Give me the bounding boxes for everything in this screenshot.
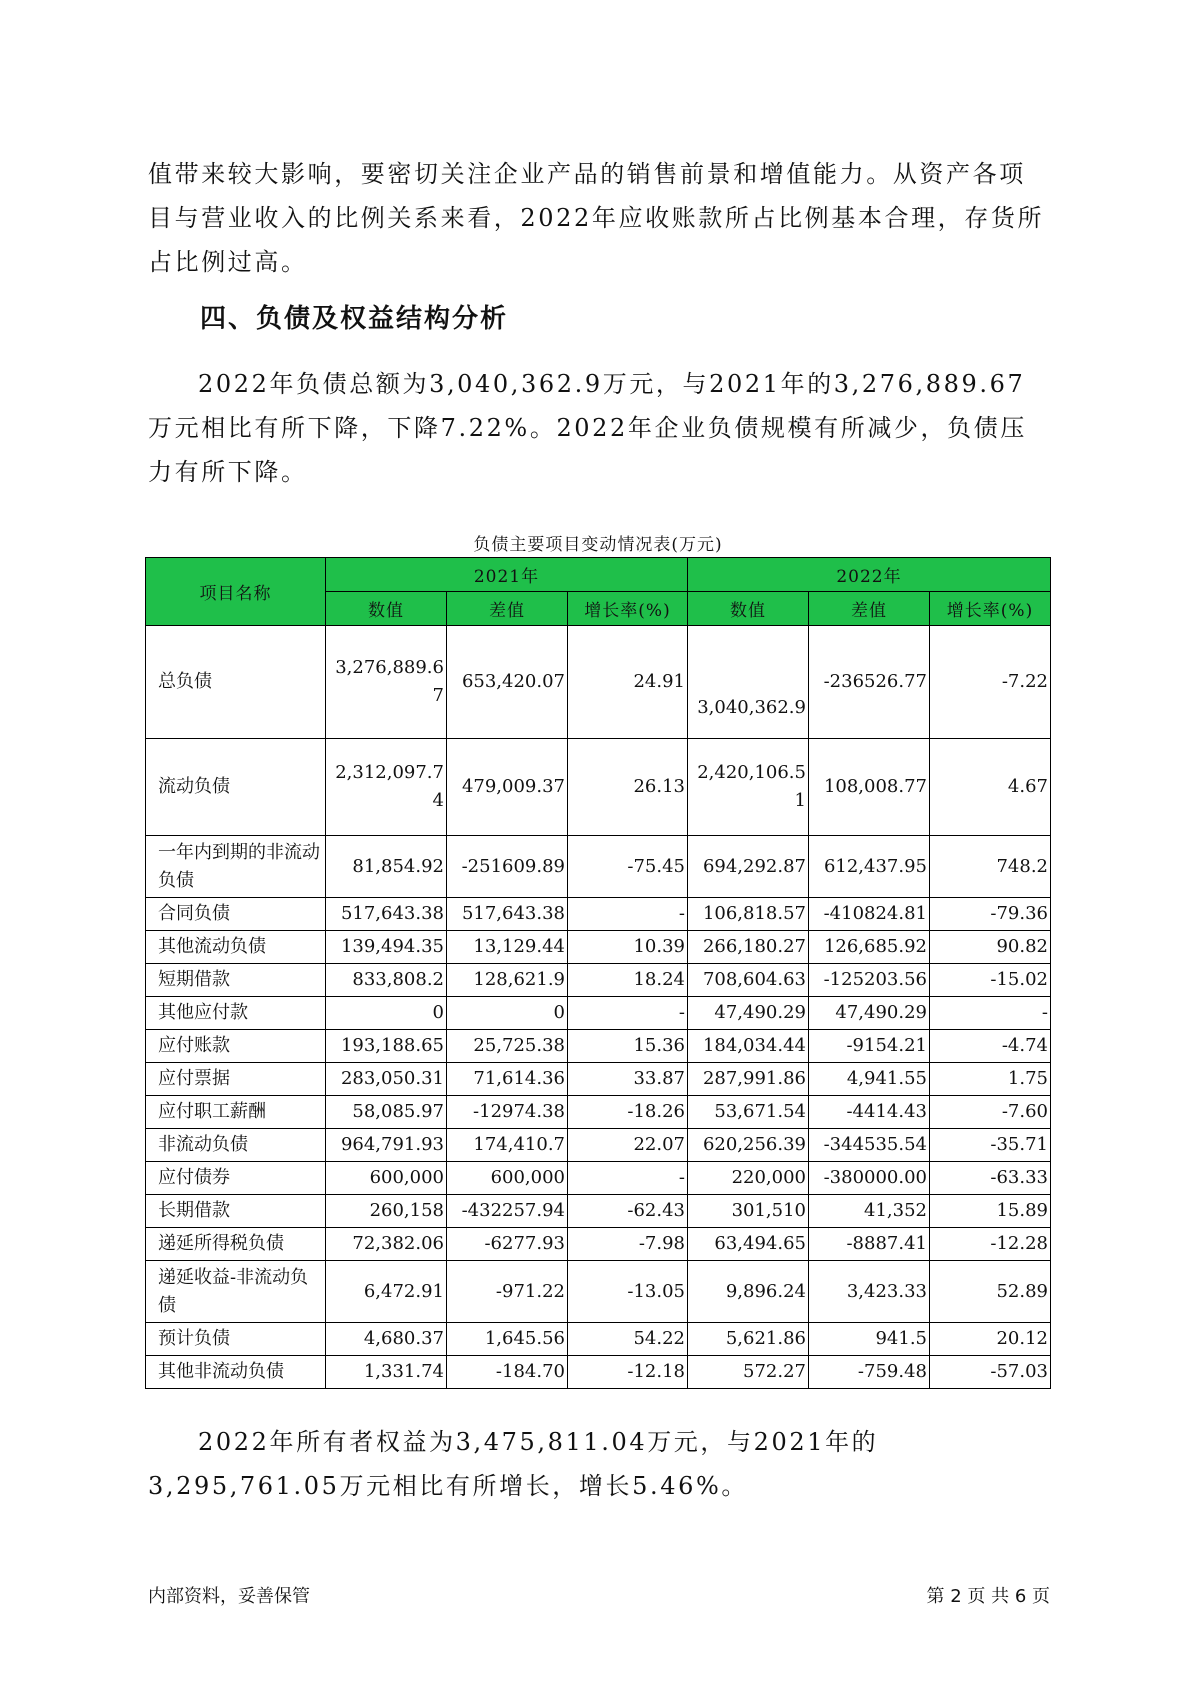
cell-diff-2021: 25,725.38: [447, 1030, 568, 1063]
cell-diff-2021: 479,009.37: [447, 739, 568, 836]
row-name: 应付票据: [146, 1063, 326, 1096]
row-name: 其他流动负债: [146, 931, 326, 964]
cell-growth-2022: -12.28: [930, 1228, 1051, 1261]
cell-growth-2022: 20.12: [930, 1323, 1051, 1356]
cell-value-2022: 301,510: [688, 1195, 809, 1228]
subheader-growth-2021: 增长率(%): [568, 592, 688, 626]
cell-value-2022: 708,604.63: [688, 964, 809, 997]
cell-diff-2022: 3,423.33: [809, 1261, 930, 1323]
header-year-2021: 2021年: [326, 558, 688, 592]
cell-diff-2021: 128,621.9: [447, 964, 568, 997]
cell-diff-2022: 108,008.77: [809, 739, 930, 836]
cell-value-2022: 9,896.24: [688, 1261, 809, 1323]
cell-value-2021: 283,050.31: [326, 1063, 447, 1096]
row-name: 长期借款: [146, 1195, 326, 1228]
cell-diff-2022: -9154.21: [809, 1030, 930, 1063]
row-name: 非流动负债: [146, 1129, 326, 1162]
subheader-diff-2021: 差值: [447, 592, 568, 626]
cell-growth-2022: 90.82: [930, 931, 1051, 964]
table-row: [146, 626, 1051, 739]
table-row: [146, 739, 1051, 836]
cell-growth-2022: 4.67: [930, 739, 1051, 836]
cell-diff-2021: -6277.93: [447, 1228, 568, 1261]
cell-growth-2022: -4.74: [930, 1030, 1051, 1063]
row-name: 短期借款: [146, 964, 326, 997]
table-row: [146, 1356, 1051, 1389]
cell-growth-2022: 748.2: [930, 836, 1051, 898]
cell-diff-2022: -4414.43: [809, 1096, 930, 1129]
equity-summary-paragraph: 2022年所有者权益为3,475,811.04万元，与2021年的3,295,761.05万元相比有所增长，增长5.46%。: [148, 1428, 879, 1500]
cell-diff-2022: -759.48: [809, 1356, 930, 1389]
cell-diff-2022: -236526.77: [809, 626, 930, 739]
section-heading: 四、负债及权益结构分析: [200, 304, 509, 334]
cell-value-2022: 266,180.27: [688, 931, 809, 964]
cell-diff-2021: -251609.89: [447, 836, 568, 898]
cell-diff-2021: 71,614.36: [447, 1063, 568, 1096]
row-name: 递延收益-非流动负债: [146, 1261, 326, 1323]
cell-growth-2022: 52.89: [930, 1261, 1051, 1323]
cell-diff-2021: -184.70: [447, 1356, 568, 1389]
liability-table: [145, 557, 1051, 1389]
cell-growth-2021: -: [568, 997, 688, 1030]
intro-paragraph: 值带来较大影响，要密切关注企业产品的销售前景和增值能力。从资产各项目与营业收入的比例关系来看，2022年应收账款所占比例基本合理，存货所占比例过高。: [148, 160, 1045, 276]
cell-diff-2022: 941.5: [809, 1323, 930, 1356]
row-name: 递延所得税负债: [146, 1228, 326, 1261]
cell-value-2022: 184,034.44: [688, 1030, 809, 1063]
cell-growth-2021: 15.36: [568, 1030, 688, 1063]
cell-value-2022: 5,621.86: [688, 1323, 809, 1356]
cell-growth-2021: -12.18: [568, 1356, 688, 1389]
cell-diff-2021: 0: [447, 997, 568, 1030]
cell-growth-2021: 54.22: [568, 1323, 688, 1356]
row-name: 应付债券: [146, 1162, 326, 1195]
cell-value-2022: 53,671.54: [688, 1096, 809, 1129]
cell-value-2021: 6,472.91: [326, 1261, 447, 1323]
cell-diff-2022: 612,437.95: [809, 836, 930, 898]
row-name: 预计负债: [146, 1323, 326, 1356]
table-row: [146, 1228, 1051, 1261]
cell-growth-2021: -75.45: [568, 836, 688, 898]
row-name: 其他非流动负债: [146, 1356, 326, 1389]
cell-diff-2021: -432257.94: [447, 1195, 568, 1228]
table-row: [146, 931, 1051, 964]
cell-value-2021: 58,085.97: [326, 1096, 447, 1129]
cell-growth-2022: -57.03: [930, 1356, 1051, 1389]
row-name: 应付职工薪酬: [146, 1096, 326, 1129]
subheader-growth-2022: 增长率(%): [930, 592, 1051, 626]
cell-value-2021: 600,000: [326, 1162, 447, 1195]
cell-value-2021: 0: [326, 997, 447, 1030]
table-row: [146, 1129, 1051, 1162]
cell-value-2022: 572.27: [688, 1356, 809, 1389]
cell-value-2021: 4,680.37: [326, 1323, 447, 1356]
cell-growth-2021: 33.87: [568, 1063, 688, 1096]
cell-diff-2022: -8887.41: [809, 1228, 930, 1261]
table-row: [146, 1096, 1051, 1129]
cell-growth-2021: -13.05: [568, 1261, 688, 1323]
cell-value-2022: 287,991.86: [688, 1063, 809, 1096]
cell-diff-2021: 1,645.56: [447, 1323, 568, 1356]
cell-growth-2022: -7.60: [930, 1096, 1051, 1129]
row-name: 其他应付款: [146, 997, 326, 1030]
row-name: 一年内到期的非流动负债: [146, 836, 326, 898]
cell-growth-2021: -7.98: [568, 1228, 688, 1261]
cell-diff-2022: -380000.00: [809, 1162, 930, 1195]
cell-growth-2021: 24.91: [568, 626, 688, 739]
cell-value-2021: 72,382.06: [326, 1228, 447, 1261]
table-row: [146, 1323, 1051, 1356]
cell-growth-2022: 15.89: [930, 1195, 1051, 1228]
cell-growth-2022: 1.75: [930, 1063, 1051, 1096]
cell-diff-2021: 653,420.07: [447, 626, 568, 739]
cell-value-2021: 964,791.93: [326, 1129, 447, 1162]
table-row: [146, 898, 1051, 931]
cell-diff-2022: 47,490.29: [809, 997, 930, 1030]
table-row: [146, 1195, 1051, 1228]
footer-confidential-note: 内部资料，妥善保管: [148, 1586, 310, 1607]
cell-diff-2021: -971.22: [447, 1261, 568, 1323]
row-name: 合同负债: [146, 898, 326, 931]
cell-diff-2022: 4,941.55: [809, 1063, 930, 1096]
cell-diff-2021: 517,643.38: [447, 898, 568, 931]
header-year-2022: 2022年: [688, 558, 1051, 592]
cell-growth-2022: -7.22: [930, 626, 1051, 739]
cell-growth-2021: -18.26: [568, 1096, 688, 1129]
cell-diff-2022: 126,685.92: [809, 931, 930, 964]
cell-growth-2022: -63.33: [930, 1162, 1051, 1195]
liability-summary-paragraph: 2022年负债总额为3,040,362.9万元，与2021年的3,276,889.67万元相比有所下降，下降7.22%。2022年企业负债规模有所减少，负债压力有所下降。: [148, 370, 1027, 486]
cell-diff-2022: -410824.81: [809, 898, 930, 931]
cell-value-2022: 2,420,106.51: [688, 739, 809, 836]
cell-value-2022: 106,818.57: [688, 898, 809, 931]
cell-value-2021: 260,158: [326, 1195, 447, 1228]
table-row: [146, 1261, 1051, 1323]
cell-diff-2021: -12974.38: [447, 1096, 568, 1129]
footer-page-number: 第 2 页 共 6 页: [926, 1586, 1050, 1607]
cell-diff-2022: 41,352: [809, 1195, 930, 1228]
cell-diff-2021: 13,129.44: [447, 931, 568, 964]
cell-value-2022: 63,494.65: [688, 1228, 809, 1261]
cell-value-2021: 833,808.2: [326, 964, 447, 997]
subheader-diff-2022: 差值: [809, 592, 930, 626]
row-name: 总负债: [146, 626, 326, 739]
table-row: [146, 1063, 1051, 1096]
cell-value-2022: 3,040,362.9: [688, 626, 809, 739]
cell-value-2021: 2,312,097.74: [326, 739, 447, 836]
cell-diff-2022: -125203.56: [809, 964, 930, 997]
cell-value-2022: 220,000: [688, 1162, 809, 1195]
table-row: [146, 964, 1051, 997]
cell-value-2021: 3,276,889.67: [326, 626, 447, 739]
cell-growth-2021: -62.43: [568, 1195, 688, 1228]
table-row: [146, 836, 1051, 898]
cell-growth-2021: 22.07: [568, 1129, 688, 1162]
cell-growth-2022: -: [930, 997, 1051, 1030]
table-row: [146, 997, 1051, 1030]
cell-diff-2021: 174,410.7: [447, 1129, 568, 1162]
table-row: [146, 1162, 1051, 1195]
cell-value-2022: 620,256.39: [688, 1129, 809, 1162]
cell-diff-2022: -344535.54: [809, 1129, 930, 1162]
cell-growth-2021: -: [568, 898, 688, 931]
row-name: 流动负债: [146, 739, 326, 836]
row-name: 应付账款: [146, 1030, 326, 1063]
table-caption: 负债主要项目变动情况表(万元): [473, 535, 723, 555]
cell-diff-2021: 600,000: [447, 1162, 568, 1195]
table-row: [146, 1030, 1051, 1063]
cell-growth-2021: 26.13: [568, 739, 688, 836]
cell-value-2021: 193,188.65: [326, 1030, 447, 1063]
cell-value-2021: 1,331.74: [326, 1356, 447, 1389]
cell-growth-2021: -: [568, 1162, 688, 1195]
cell-value-2021: 517,643.38: [326, 898, 447, 931]
cell-value-2022: 694,292.87: [688, 836, 809, 898]
subheader-value-2022: 数值: [688, 592, 809, 626]
cell-value-2021: 139,494.35: [326, 931, 447, 964]
cell-growth-2022: -35.71: [930, 1129, 1051, 1162]
cell-growth-2021: 10.39: [568, 931, 688, 964]
cell-growth-2022: -79.36: [930, 898, 1051, 931]
subheader-value-2021: 数值: [326, 592, 447, 626]
cell-growth-2021: 18.24: [568, 964, 688, 997]
cell-value-2021: 81,854.92: [326, 836, 447, 898]
cell-value-2022: 47,490.29: [688, 997, 809, 1030]
header-item-name: 项目名称: [146, 558, 326, 626]
cell-growth-2022: -15.02: [930, 964, 1051, 997]
